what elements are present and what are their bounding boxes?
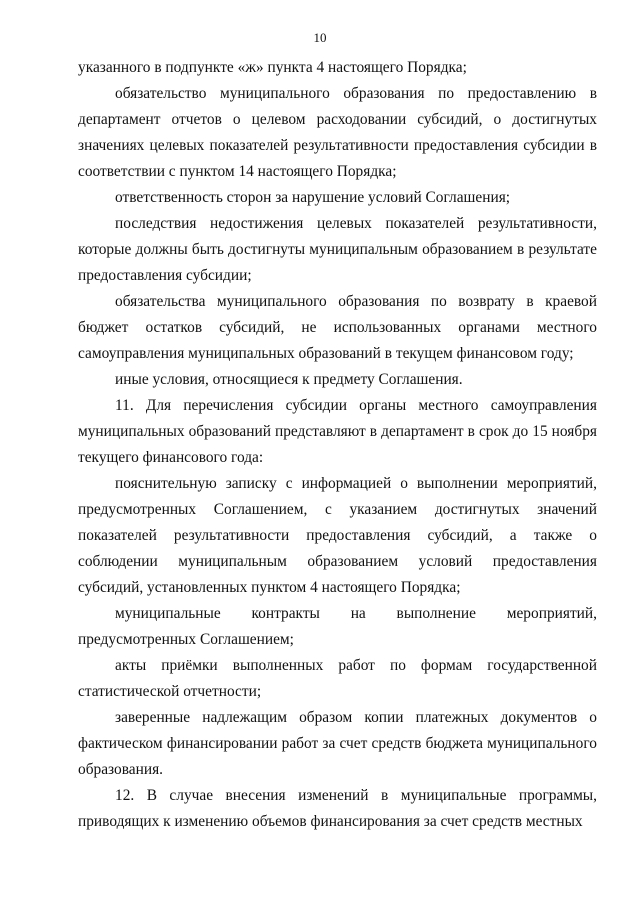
- paragraph: заверенные надлежащим образом копии платежных документов о фактическом финансировании работ за счет средств бюджета муниципального образования.: [78, 709, 597, 778]
- paragraph: указанного в подпункте «ж» пункта 4 настоящего Порядка;: [78, 59, 467, 76]
- paragraph: муниципальные контракты на выполнение мероприятий, предусмотренных Соглашением;: [78, 605, 597, 648]
- paragraph: акты приёмки выполненных работ по формам государственной статистической отчетности;: [78, 657, 597, 700]
- page-number: 10: [313, 30, 327, 45]
- paragraph: пояснительную записку с информацией о выполнении мероприятий, предусмотренных Соглашением, с указанием достигнутых значений показателей результативности предоставления субсидий, а также о соблюдении муниципальным образованием условий предоставления субсидий, установленных пунктом 4 настоящего Порядка;: [78, 475, 597, 596]
- paragraph: ответственность сторон за нарушение условий Соглашения;: [115, 189, 511, 206]
- paragraph: иные условия, относящиеся к предмету Соглашения.: [115, 371, 463, 388]
- paragraph: обязательства муниципального образования по возврату в краевой бюджет остатков субсидий, не использованных органами местного самоуправления муниципальных образований в текущем финансовом году;: [78, 293, 597, 362]
- document-body: [78, 55, 597, 835]
- paragraph: 11. Для перечисления субсидии органы местного самоуправления муниципальных образований представляют в департамент в срок до 15 ноября текущего финансового года:: [78, 397, 597, 466]
- paragraph: 12. В случае внесения изменений в муниципальные программы, приводящих к изменению объемов финансирования за счет средств местных: [78, 787, 597, 830]
- paragraph: обязательство муниципального образования по предоставлению в департамент отчетов о целевом расходовании субсидий, о достигнутых значениях целевых показателей результативности предоставления субсидии в соответствии с пунктом 14 настоящего Порядка;: [78, 85, 597, 180]
- paragraph: последствия недостижения целевых показателей результативности, которые должны быть достигнуты муниципальным образованием в результате предоставления субсидии;: [78, 215, 597, 284]
